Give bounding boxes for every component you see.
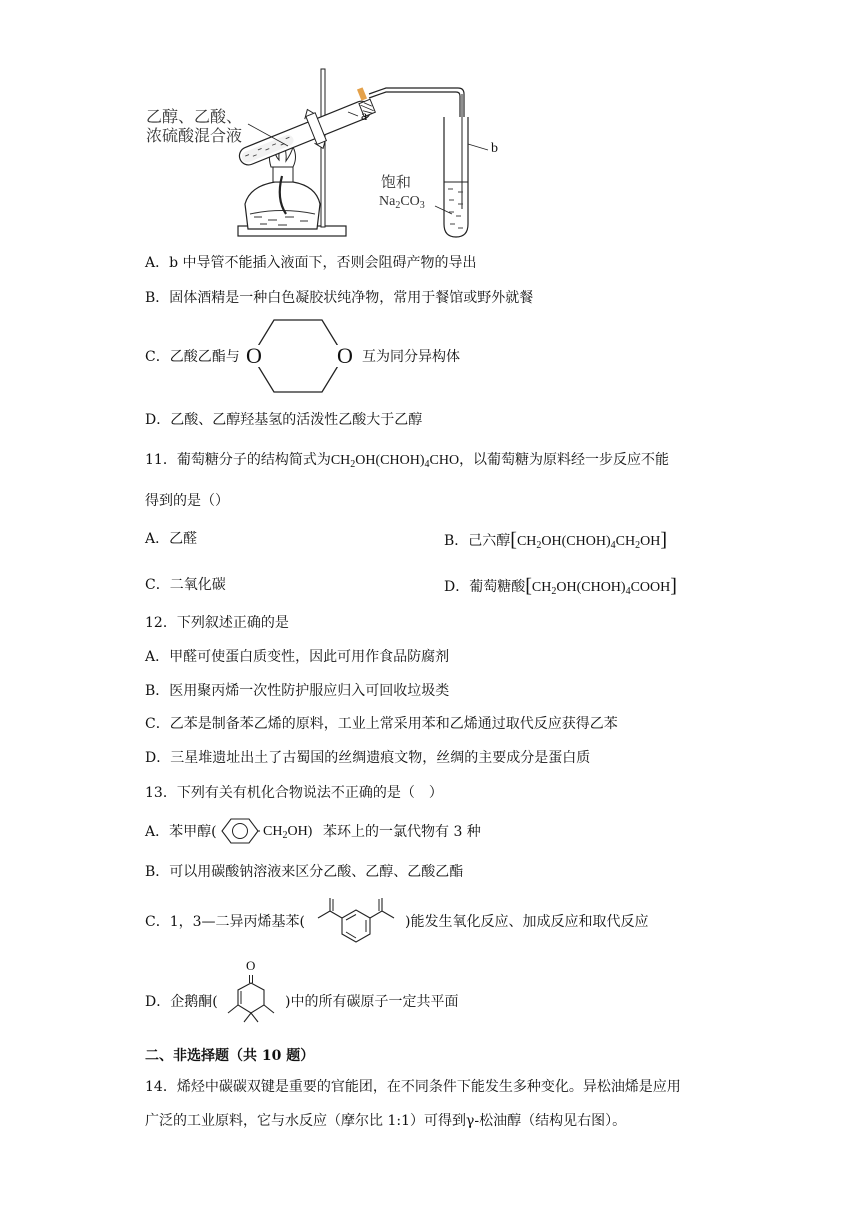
q13-option-b: B．可以用碳酸钠溶液来区分乙酸、乙醇、乙酸乙酯 — [145, 864, 464, 880]
mixture-label-line2: 浓硫酸混合液 — [146, 126, 243, 145]
q14-line2: 广泛的工业原料，它与水反应（摩尔比 1:1）可得到γ-松油醇（结构见右图）。 — [145, 1113, 627, 1129]
benzene-ring-icon — [220, 816, 260, 846]
q10-option-c-suffix: 互为同分异构体 — [362, 349, 460, 365]
label-na2co3: $Na_2CO_3$ — [379, 194, 425, 211]
q11-option-b: B．己六醇$[CH_2OH(CHOH)_4CH_2OH]$ — [444, 529, 667, 551]
q12-stem: 12．下列叙述正确的是 — [145, 615, 289, 631]
q13-option-a-suffix: 苯环上的一氯代物有 3 种 — [323, 824, 481, 840]
penguinone-oxygen: O — [246, 958, 256, 973]
q11-stem-line2: 得到的是（） — [145, 493, 229, 509]
q13-option-a-prefix: A．苯甲醇( — [145, 824, 217, 840]
q13-option-c-suffix: )能发生氧化反应、加成反应和取代反应 — [405, 914, 649, 930]
q13-option-c-prefix: C．1，3—二异丙烯基苯( — [145, 914, 305, 930]
q12-option-c: C．乙苯是制备苯乙烯的原料，工业上常采用苯和乙烯通过取代反应获得乙苯 — [145, 716, 618, 732]
label-a: a — [361, 109, 368, 124]
q13-stem: 13．下列有关有机化合物说法不正确的是（ ） — [145, 785, 443, 801]
q12-option-a: A．甲醛可使蛋白质变性，因此可用作食品防腐剂 — [145, 649, 450, 665]
q10-option-c-prefix: C．乙酸乙酯与 — [145, 349, 240, 365]
q11-stem-line1: 11．葡萄糖分子的结构简式为$CH_2OH(CHOH)_4CHO$，以葡萄糖为原料经一步反应不能 — [145, 452, 670, 470]
label-b: b — [491, 141, 498, 156]
diisopropenylbenzene-structure — [306, 888, 406, 948]
section-two-heading: 二、非选择题（共 10 题） — [145, 1048, 315, 1064]
penguinone-structure — [222, 975, 292, 1025]
q13-option-d-suffix: )中的所有碳原子一定共平面 — [285, 994, 459, 1010]
q14-line1: 14．烯烃中碳碳双键是重要的官能团，在不同条件下能发生多种变化。异松油烯是应用 — [145, 1079, 681, 1095]
q12-option-d: D．三星堆遗址出土了古蜀国的丝绸遗痕文物，丝绸的主要成分是蛋白质 — [145, 750, 591, 766]
esterification-apparatus-figure — [140, 64, 540, 244]
q10-option-b: B．固体酒精是一种白色凝胶状纯净物，常用于餐馆或野外就餐 — [145, 290, 534, 306]
label-saturated: 饱和 — [381, 173, 412, 191]
mixture-label-line1: 乙醇、乙酸、 — [146, 107, 243, 126]
q11-option-d: D．葡萄糖酸$[CH_2OH(CHOH)_4COOH]$ — [444, 575, 677, 597]
benzyl-alcohol-group: $CH_2OH$) — [263, 824, 313, 841]
q11-option-c: C．二氧化碳 — [145, 577, 226, 593]
dioxane-o-right: O — [337, 343, 353, 368]
dioxane-o-left: O — [246, 343, 262, 368]
q11-option-a: A．乙醛 — [145, 531, 198, 547]
q10-option-d: D．乙酸、乙醇羟基氢的活泼性乙酸大于乙醇 — [145, 412, 423, 428]
q10-option-a: A．b 中导管不能插入液面下，否则会阻碍产物的导出 — [145, 255, 477, 271]
q12-option-b: B．医用聚丙烯一次性防护服应归入可回收垃圾类 — [145, 683, 450, 699]
q13-option-d-prefix: D．企鹅酮( — [145, 994, 218, 1010]
